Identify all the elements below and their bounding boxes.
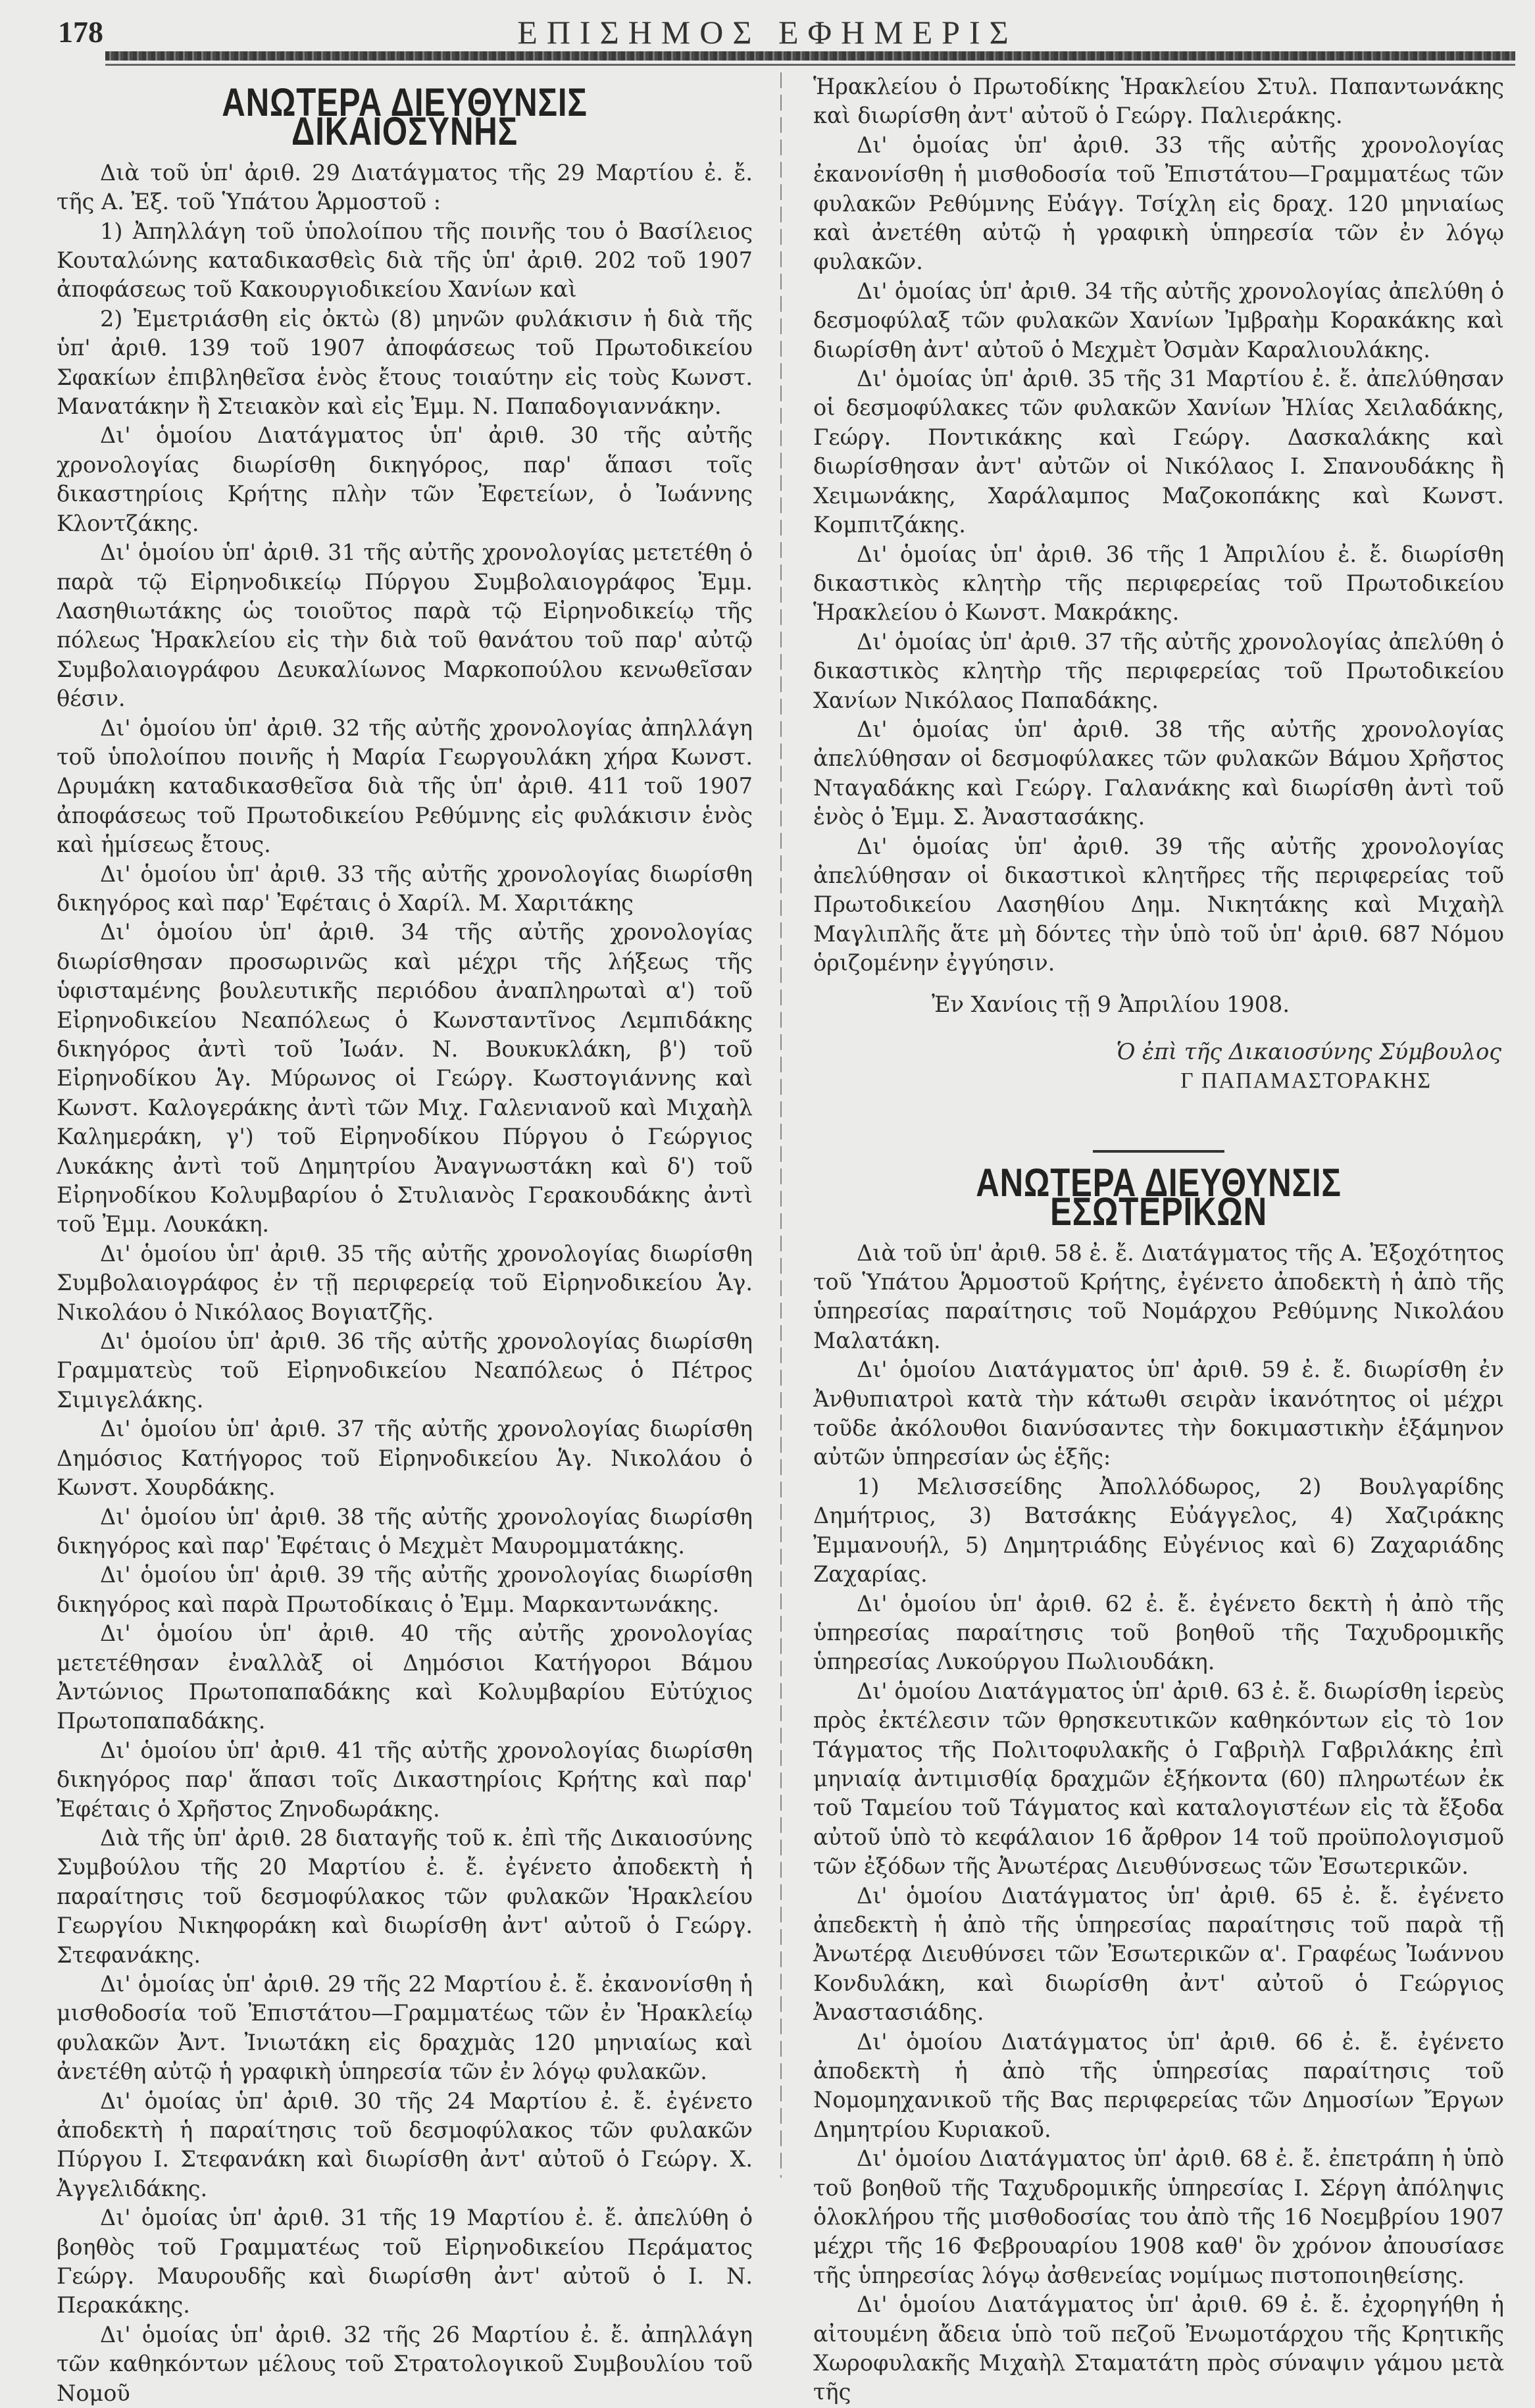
paragraph: Δι' ὁμοίας ὑπ' ἀριθ. 39 τῆς αὐτῆς χρονολογίας ἀπελύθησαν οἱ δικαστικοὶ κλητῆρες τῆς περιφερείας τοῦ Πρωτοδικείου Λασηθίου Δημ. Νικητάκης καὶ Μιχαὴλ Μαγλιπλῆς ἅτε μὴ δόντες τὴν ὑπὸ τοῦ ὑπ' ἀριθ. 687 Νόμου ὁριζομένην ἐγγύησιν. (813, 833, 1504, 976)
masthead-title: ΕΠΙΣΗΜΟΣ ΕΦΗΜΕΡΙΣ (517, 14, 1018, 51)
header-rule-thin (105, 64, 1515, 66)
paragraph: Δι' ὁμοίου Διατάγματος ὑπ' ἀριθ. 68 ἐ. ἔ. ἐπετράπη ἡ ὑπὸ τοῦ βοηθοῦ τῆς Ταχυδρομικῆς ὑπηρεσίας Ι. Σέργη ἀπόληψις ὁλοκλήρου τῆς μισθοδοσίας του ἀπὸ τῆς 16 Νοεμβρίου 1907 μέχρι τῆς 16 Φεβρουαρίου 1908 καθ' ὃν χρόνον ἀπουσίασε τῆς ὑπηρεσίας λόγῳ ἀσθενείας νομίμως πιστοποιηθείσης. (813, 2145, 1504, 2288)
paragraph: Διὰ τῆς ὑπ' ἀριθ. 28 διαταγῆς τοῦ κ. ἐπὶ τῆς Δικαιοσύνης Συμβούλου τῆς 20 Μαρτίου ἐ. ἔ. ἐγένετο ἀποδεκτὴ ἡ παραίτησις τοῦ δεσμοφύλακος τῶν φυλακῶν Ἡρακλείου Γεωργίου Νικηφοράκη καὶ διωρίσθη ἀντ' αὐτοῦ ὁ Γεώργ. Στεφανάκης. (57, 1824, 753, 1968)
paragraph: Δι' ὁμοίας ὑπ' ἀριθ. 36 τῆς 1 Ἀπριλίου ἐ. ἔ. διωρίσθη δικαστικὸς κλητὴρ τῆς περιφερείας τοῦ Πρωτοδικείου Ἡρακλείου ὁ Κωνστ. Μακράκης. (813, 541, 1504, 626)
paragraph: Δι' ὁμοίας ὑπ' ἀριθ. 32 τῆς 26 Μαρτίου ἐ. ἔ. ἀπηλλάγη τῶν καθηκόντων μέλους τοῦ Στρατολογικοῦ Συμβουλίου τοῦ Νομοῦ (57, 2321, 753, 2406)
right-column (813, 72, 1504, 2407)
paragraph: Δι' ὁμοίου Διατάγματος ὑπ' ἀριθ. 66 ἐ. ἔ. ἐγένετο ἀποδεκτὴ ἡ ἀπὸ τῆς ὑπηρεσίας παραίτησις τοῦ Νομομηχανικοῦ τῆς Βας περιφερείας τῶν Δημοσίων Ἔργων Δημητρίου Κυριακοῦ. (813, 2028, 1504, 2142)
paragraph: Δι' ὁμοίου Διατάγματος ὑπ' ἀριθ. 69 ἐ. ἔ. ἐχορηγήθη ἡ αἰτουμένη ἄδεια ὑπὸ τοῦ πεζοῦ Ἐνωμοτάρχου τῆς Κρητικῆς Χωροφυλακῆς Μιχαὴλ Σταματάτη πρὸς σύναψιν γάμου μετὰ τῆς (813, 2292, 1504, 2405)
paragraph: 1) Ἀπηλλάγη τοῦ ὑπολοίπου τῆς ποινῆς του ὁ Βασίλειος Κουταλώνης καταδικασθεὶς διὰ τῆς ὑπ' ἀριθ. 202 τοῦ 1907 ἀποφάσεως τοῦ Κακουργιοδικείου Χανίων καὶ (57, 218, 753, 303)
paragraph: Δι' ὁμοίου ὑπ' ἀριθ. 40 τῆς αὐτῆς χρονολογίας μετετέθησαν ἐναλλὰξ οἱ Δημόσιοι Κατήγοροι Βάμου Ἀντώνιος Πρωτοπαπαδάκης καὶ Κολυμβαρίου Εὐτύχιος Πρωτοπαπαδάκης. (57, 1620, 753, 1734)
paragraph: Δι' ὁμοίου ὑπ' ἀριθ. 39 τῆς αὐτῆς χρονολογίας διωρίσθη δικηγόρος καὶ παρὰ Πρωτοδίκαις ὁ Ἐμμ. Μαρκαντωνάκης. (57, 1562, 753, 1617)
paragraph: Δι' ὁμοίου ὑπ' ἀριθ. 36 τῆς αὐτῆς χρονολογίας διωρίσθη Γραμματεὺς τοῦ Εἰρηνοδικείου Νεαπόλεως ὁ Πέτρος Σιμιγελάκης. (57, 1328, 753, 1413)
section-separator (1093, 1150, 1224, 1153)
paragraph: Δι' ὁμοίας ὑπ' ἀριθ. 37 τῆς αὐτῆς χρονολογίας ἀπελύθη ὁ δικαστικὸς κλητὴρ τῆς περιφερείας τοῦ Πρωτοδικείου Χανίων Νικόλαος Παπαδάκης. (813, 628, 1504, 713)
paragraph: Δι' ὁμοίας ὑπ' ἀριθ. 29 τῆς 22 Μαρτίου ἐ. ἔ. ἐκανονίσθη ἡ μισθοδοσία τοῦ Ἐπιστάτου—Γραμματέως τῶν ἐν Ἡρακλείῳ φυλακῶν Ἀντ. Ἰνιωτάκη εἰς δραχμὰς 120 μηνιαίως καὶ ἀνετέθη αὐτῷ ἡ γραφικὴ ὑπηρεσία τῶν ἐν λόγῳ φυλακῶν. (57, 1971, 753, 2085)
paragraph: Δι' ὁμοίου Διατάγματος ὑπ' ἀριθ. 63 ἐ. ἔ. διωρίσθη ἱερεὺς πρὸς ἐκτέλεσιν τῶν θρησκευτικῶν καθηκόντων εἰς τὸ 1ον Τάγματος τῆς Πολιτοφυλακῆς ὁ Γαβριὴλ Γαβριλάκης ἐπὶ μηνιαίᾳ ἀντιμισθίᾳ δραχμῶν ἑξήκοντα (60) πληρωτέων ἐκ τοῦ Ταμείου τοῦ Τάγματος καὶ καταλογιστέων εἰς τὰ ἔξοδα αὐτοῦ ὑπὸ τὸ κεφάλαιον 16 ἄρθρον 14 τοῦ προϋπολογισμοῦ τῶν ἐξόδων τῆς Ἀνωτέρας Διευθύνσεως τῶν Ἐσωτερικῶν. (813, 1678, 1504, 1880)
paragraph: Διὰ τοῦ ὑπ' ἀριθ. 29 Διατάγματος τῆς 29 Μαρτίου ἐ. ἔ. τῆς Α. Ἐξ. τοῦ Ὑπάτου Ἁρμοστοῦ : (57, 159, 753, 215)
paragraph: 1) Μελισσείδης Ἀπολλόδωρος, 2) Βουλγαρίδης Δημήτριος, 3) Βατσάκης Εὐάγγελος, 4) Χαζιράκης Ἐμμανουήλ, 5) Δημητριάδης Εὐγένιος καὶ 6) Ζαχαριάδης Ζαχαρίας. (813, 1473, 1504, 1588)
paragraph: Δι' ὁμοίου ὑπ' ἀριθ. 32 τῆς αὐτῆς χρονολογίας ἀπηλλάγη τοῦ ὑπολοίπου ποινῆς ἡ Μαρία Γεωργουλάκη χήρα Κωνστ. Δρυμάκη καταδικασθεῖσα διὰ τῆς ὑπ' ἀριθ. 411 τοῦ 1907 ἀποφάσεως τοῦ Πρωτοδικείου Ρεθύμνης εἰς φυλάκισιν ἑνὸς καὶ ἡμίσεως ἔτους. (57, 715, 753, 858)
paragraph: Δι' ὁμοίου Διατάγματος ὑπ' ἀριθ. 30 τῆς αὐτῆς χρονολογίας διωρίσθη δικηγόρος, παρ' ἅπασι τοῖς δικαστηρίοις Κρήτης πλὴν τῶν Ἐφετείων, ὁ Ἰωάννης Κλοντζάκης. (57, 422, 753, 536)
signature-name: Γ ΠΑΠΑΜΑΣΤΟΡΑΚΗΣ (1180, 1068, 1432, 1093)
paragraph: Ἡρακλείου ὁ Πρωτοδίκης Ἡρακλείου Στυλ. Παπαντωνάκης καὶ διωρίσθη ἀντ' αὐτοῦ ὁ Γεώργ. Παλιεράκης. (813, 74, 1504, 129)
header-rule (105, 51, 1515, 61)
page-number: 178 (58, 15, 103, 49)
paragraph: Δι' ὁμοίου ὑπ' ἀριθ. 37 τῆς αὐτῆς χρονολογίας διωρίσθη Δημόσιος Κατήγορος τοῦ Εἰρηνοδικείου Ἁγ. Νικολάου ὁ Κωνστ. Χουρδάκης. (57, 1416, 753, 1501)
paragraph: Δι' ὁμοίου ὑπ' ἀριθ. 34 τῆς αὐτῆς χρονολογίας διωρίσθησαν προσωρινῶς καὶ μέχρι τῆς λήξεως τῆς ὑφισταμένης βουλευτικῆς περιόδου ἀναπληρωταὶ α') τοῦ Εἰρηνοδικείου Νεαπόλεως ὁ Κωνσταντῖνος Λεμπιδάκης δικηγόρος ἀντὶ τοῦ Ἰωάν. Ν. Βουκυκλάκη, β') τοῦ Εἰρηνοδίκου Ἁγ. Μύρωνος οἱ Γεώργ. Κωστογιάννης καὶ Κωνστ. Καλογεράκης ἀντὶ τῶν Μιχ. Γαλενιανοῦ καὶ Μιχαὴλ Καλημεράκη, γ') τοῦ Εἰρηνοδίκου Πύργου ὁ Γεώργιος Λυκάκης ἀντὶ τοῦ Δημητρίου Ἀναγνωστάκη καὶ δ') τοῦ Εἰρηνοδίκου Κολυμβαρίου ὁ Στυλιανὸς Γερακουδάκης ἀντὶ τοῦ Ἐμμ. Λουκάκη. (57, 919, 753, 1238)
left-column (57, 72, 753, 2408)
paragraph: Διὰ τοῦ ὑπ' ἀριθ. 58 ἐ. ἔ. Διατάγματος τῆς Α. Ἐξοχότητος τοῦ Ὑπάτου Ἁρμοστοῦ Κρήτης, ἐγένετο ἀποδεκτὴ ἡ ἀπὸ τῆς ὑπηρεσίας παραίτησις τοῦ Νομάρχου Ρεθύμνης Νικολάου Μαλατάκη. (813, 1240, 1504, 1353)
paragraph: Δι' ὁμοίου ὑπ' ἀριθ. 62 ἐ. ἔ. ἐγένετο δεκτὴ ἡ ἀπὸ τῆς ὑπηρεσίας παραίτησις τοῦ βοηθοῦ τῆς Ταχυδρομικῆς ὑπηρεσίας Λυκούργου Πωλιουδάκη. (813, 1590, 1504, 1675)
paragraph: Δι' ὁμοίας ὑπ' ἀριθ. 33 τῆς αὐτῆς χρονολογίας ἐκανονίσθη ἡ μισθοδοσία τοῦ Ἐπιστάτου—Γραμματέως τῶν φυλακῶν Ρεθύμνης Εὐάγγ. Τσίχλη εἰς δραχ. 120 μηνιαίως καὶ ἀνετέθη αὐτῷ ἡ γραφικὴ ὑπηρεσία τῶν ἐν λόγῳ φυλακῶν. (813, 132, 1504, 275)
column-divider (780, 72, 782, 2178)
paragraph: 2) Ἐμετριάσθη εἰς ὀκτὼ (8) μηνῶν φυλάκισιν ἡ διὰ τῆς ὑπ' ἀριθ. 139 τοῦ 1907 ἀποφάσεως τοῦ Πρωτοδικείου Σφακίων ἐπιβληθεῖσα ἑνὸς ἔτους τοιαύτην εἰς τοὺς Κωνστ. Μανατάκην ἢ Στειακὸν καὶ εἰς Ἐμμ. Ν. Παπαδογιαννάκην. (57, 305, 753, 420)
paragraph: Δι' ὁμοίου ὑπ' ἀριθ. 31 τῆς αὐτῆς χρονολογίας μετετέθη ὁ παρὰ τῷ Εἰρηνοδικείῳ Πύργου Συμβολαιογράφος Ἐμμ. Λασηθιωτάκης ὡς τοιοῦτος παρὰ τῷ Εἰρηνοδικείῳ τῆς πόλεως Ἡρακλείου εἰς τὴν διὰ τοῦ θανάτου τοῦ παρ' αὐτῷ Συμβολαιογράφου Δευκαλίωνος Μαρκοπούλου κενωθεῖσαν θέσιν. (57, 539, 753, 712)
paragraph: Δι' ὁμοίου ὑπ' ἀριθ. 33 τῆς αὐτῆς χρονολογίας διωρίσθη δικηγόρος καὶ παρ' Ἐφέταις ὁ Χαρίλ. Μ. Χαριτάκης (57, 861, 753, 916)
dateline: Ἐν Χανίοις τῇ 9 Ἀπριλίου 1908. (932, 991, 1290, 1017)
paragraph: Δι' ὁμοίας ὑπ' ἀριθ. 30 τῆς 24 Μαρτίου ἐ. ἔ. ἐγένετο ἀποδεκτὴ ἡ παραίτησις τοῦ δεσμοφύλακος τῶν φυλακῶν Πύργου Ι. Στεφανάκη καὶ διωρίσθη ἀντ' αὐτοῦ ὁ Γεώργ. Χ. Ἀγγελιδάκης. (57, 2088, 753, 2201)
signature-role: Ὁ ἐπὶ τῆς Δικαιοσύνης Σύμβουλος (1116, 1039, 1501, 1065)
paragraph: Δι' ὁμοίας ὑπ' ἀριθ. 38 τῆς αὐτῆς χρονολογίας ἀπελύθησαν οἱ δεσμοφύλακες τῶν φυλακῶν Βάμου Χρῆστος Νταγαδάκης καὶ Γεώργ. Γαλανάκης καὶ διωρίσθη ἀντὶ τοῦ ἑνὸς ὁ Ἐμμ. Σ. Ἀναστασάκης. (813, 716, 1504, 830)
paragraph: Δι' ὁμοίου Διατάγματος ὑπ' ἀριθ. 59 ἐ. ἔ. διωρίσθη ἐν Ἀνθυπιατροὶ κατὰ τὴν κάτωθι σειρὰν ἱκανότητος οἱ μέχρι τοῦδε ἀκόλουθοι διανύσαντες τὴν δοκιμαστικὴν ἑξάμηνον αὐτῶν ὑπηρεσίαν ὡς ἑξῆς: (813, 1357, 1504, 1470)
paragraph: Δι' ὁμοίου ὑπ' ἀριθ. 41 τῆς αὐτῆς χρονολογίας διωρίσθη δικηγόρος παρ' ἅπασι τοῖς Δικαστηρίοις Κρήτης καὶ παρ' Ἐφέταις ὁ Χρῆστος Ζηνοδωράκης. (57, 1737, 753, 1822)
section-title-interior: ΑΝΩΤΕΡΑ ΔΙΕΥΘΥΝΣΙΣ ΕΣΩΤΕΡΙΚΩΝ (976, 1160, 1342, 1234)
paragraph: Δι' ὁμοίου ὑπ' ἀριθ. 35 τῆς αὐτῆς χρονολογίας διωρίσθη Συμβολαιογράφος ἐν τῇ περιφερείᾳ τοῦ Εἰρηνοδικείου Ἁγ. Νικολάου ὁ Νικόλαος Βογιατζῆς. (57, 1240, 753, 1325)
paragraph: Δι' ὁμοίας ὑπ' ἀριθ. 34 τῆς αὐτῆς χρονολογίας ἀπελύθη ὁ δεσμοφύλαξ τῶν φυλακῶν Χανίων Ἰμβραὴμ Κορακάκης καὶ διωρίσθη ἀντ' αὐτοῦ ὁ Μεχμὲτ Ὀσμὰν Καραλιουλάκης. (813, 278, 1504, 363)
section-title-justice: ΑΝΩΤΕΡΑ ΔΙΕΥΘΥΝΣΙΣ ΔΙΚΑΙΟΣΥΝΗΣ (222, 80, 588, 154)
paragraph: Δι' ὁμοίου ὑπ' ἀριθ. 38 τῆς αὐτῆς χρονολογίας διωρίσθη δικηγόρος καὶ παρ' Ἐφέταις ὁ Μεχμὲτ Μαυρομματάκης. (57, 1503, 753, 1559)
paragraph: Δι' ὁμοίου Διατάγματος ὑπ' ἀριθ. 65 ἐ. ἔ. ἐγένετο ἀπεδεκτὴ ἡ ἀπὸ τῆς ὑπηρεσίας παραίτησις τοῦ παρὰ τῇ Ἀνωτέρᾳ Διευθύνσει τῶν Ἐσωτερικῶν α'. Γραφέως Ἰωάννου Κονδυλάκη, καὶ διωρίσθη ἀντ' αὐτοῦ ὁ Γεώργιος Ἀναστασιάδης. (813, 1882, 1504, 2026)
paragraph: Δι' ὁμοίας ὑπ' ἀριθ. 35 τῆς 31 Μαρτίου ἐ. ἔ. ἀπελύθησαν οἱ δεσμοφύλακες τῶν φυλακῶν Χανίων Ἠλίας Χειλαδάκης, Γεώργ. Ποντικάκης καὶ Γεώργ. Δασκαλάκης καὶ διωρίσθησαν ἀντ' αὐτῶν οἱ Νικόλαος Ι. Σπανουδάκης ἢ Χειμωνάκης, Χαράλαμπος Μαζοκοπάκης καὶ Κωνστ. Κομπιτζάκης. (813, 366, 1504, 538)
paragraph: Δι' ὁμοίας ὑπ' ἀριθ. 31 τῆς 19 Μαρτίου ἐ. ἔ. ἀπελύθη ὁ βοηθὸς τοῦ Γραμματέως τοῦ Εἰρηνοδικείου Περάματος Γεώργ. Μαυρουδῆς καὶ διωρίσθη ἀντ' αὐτοῦ ὁ Ι. Ν. Περακάκης. (57, 2205, 753, 2319)
